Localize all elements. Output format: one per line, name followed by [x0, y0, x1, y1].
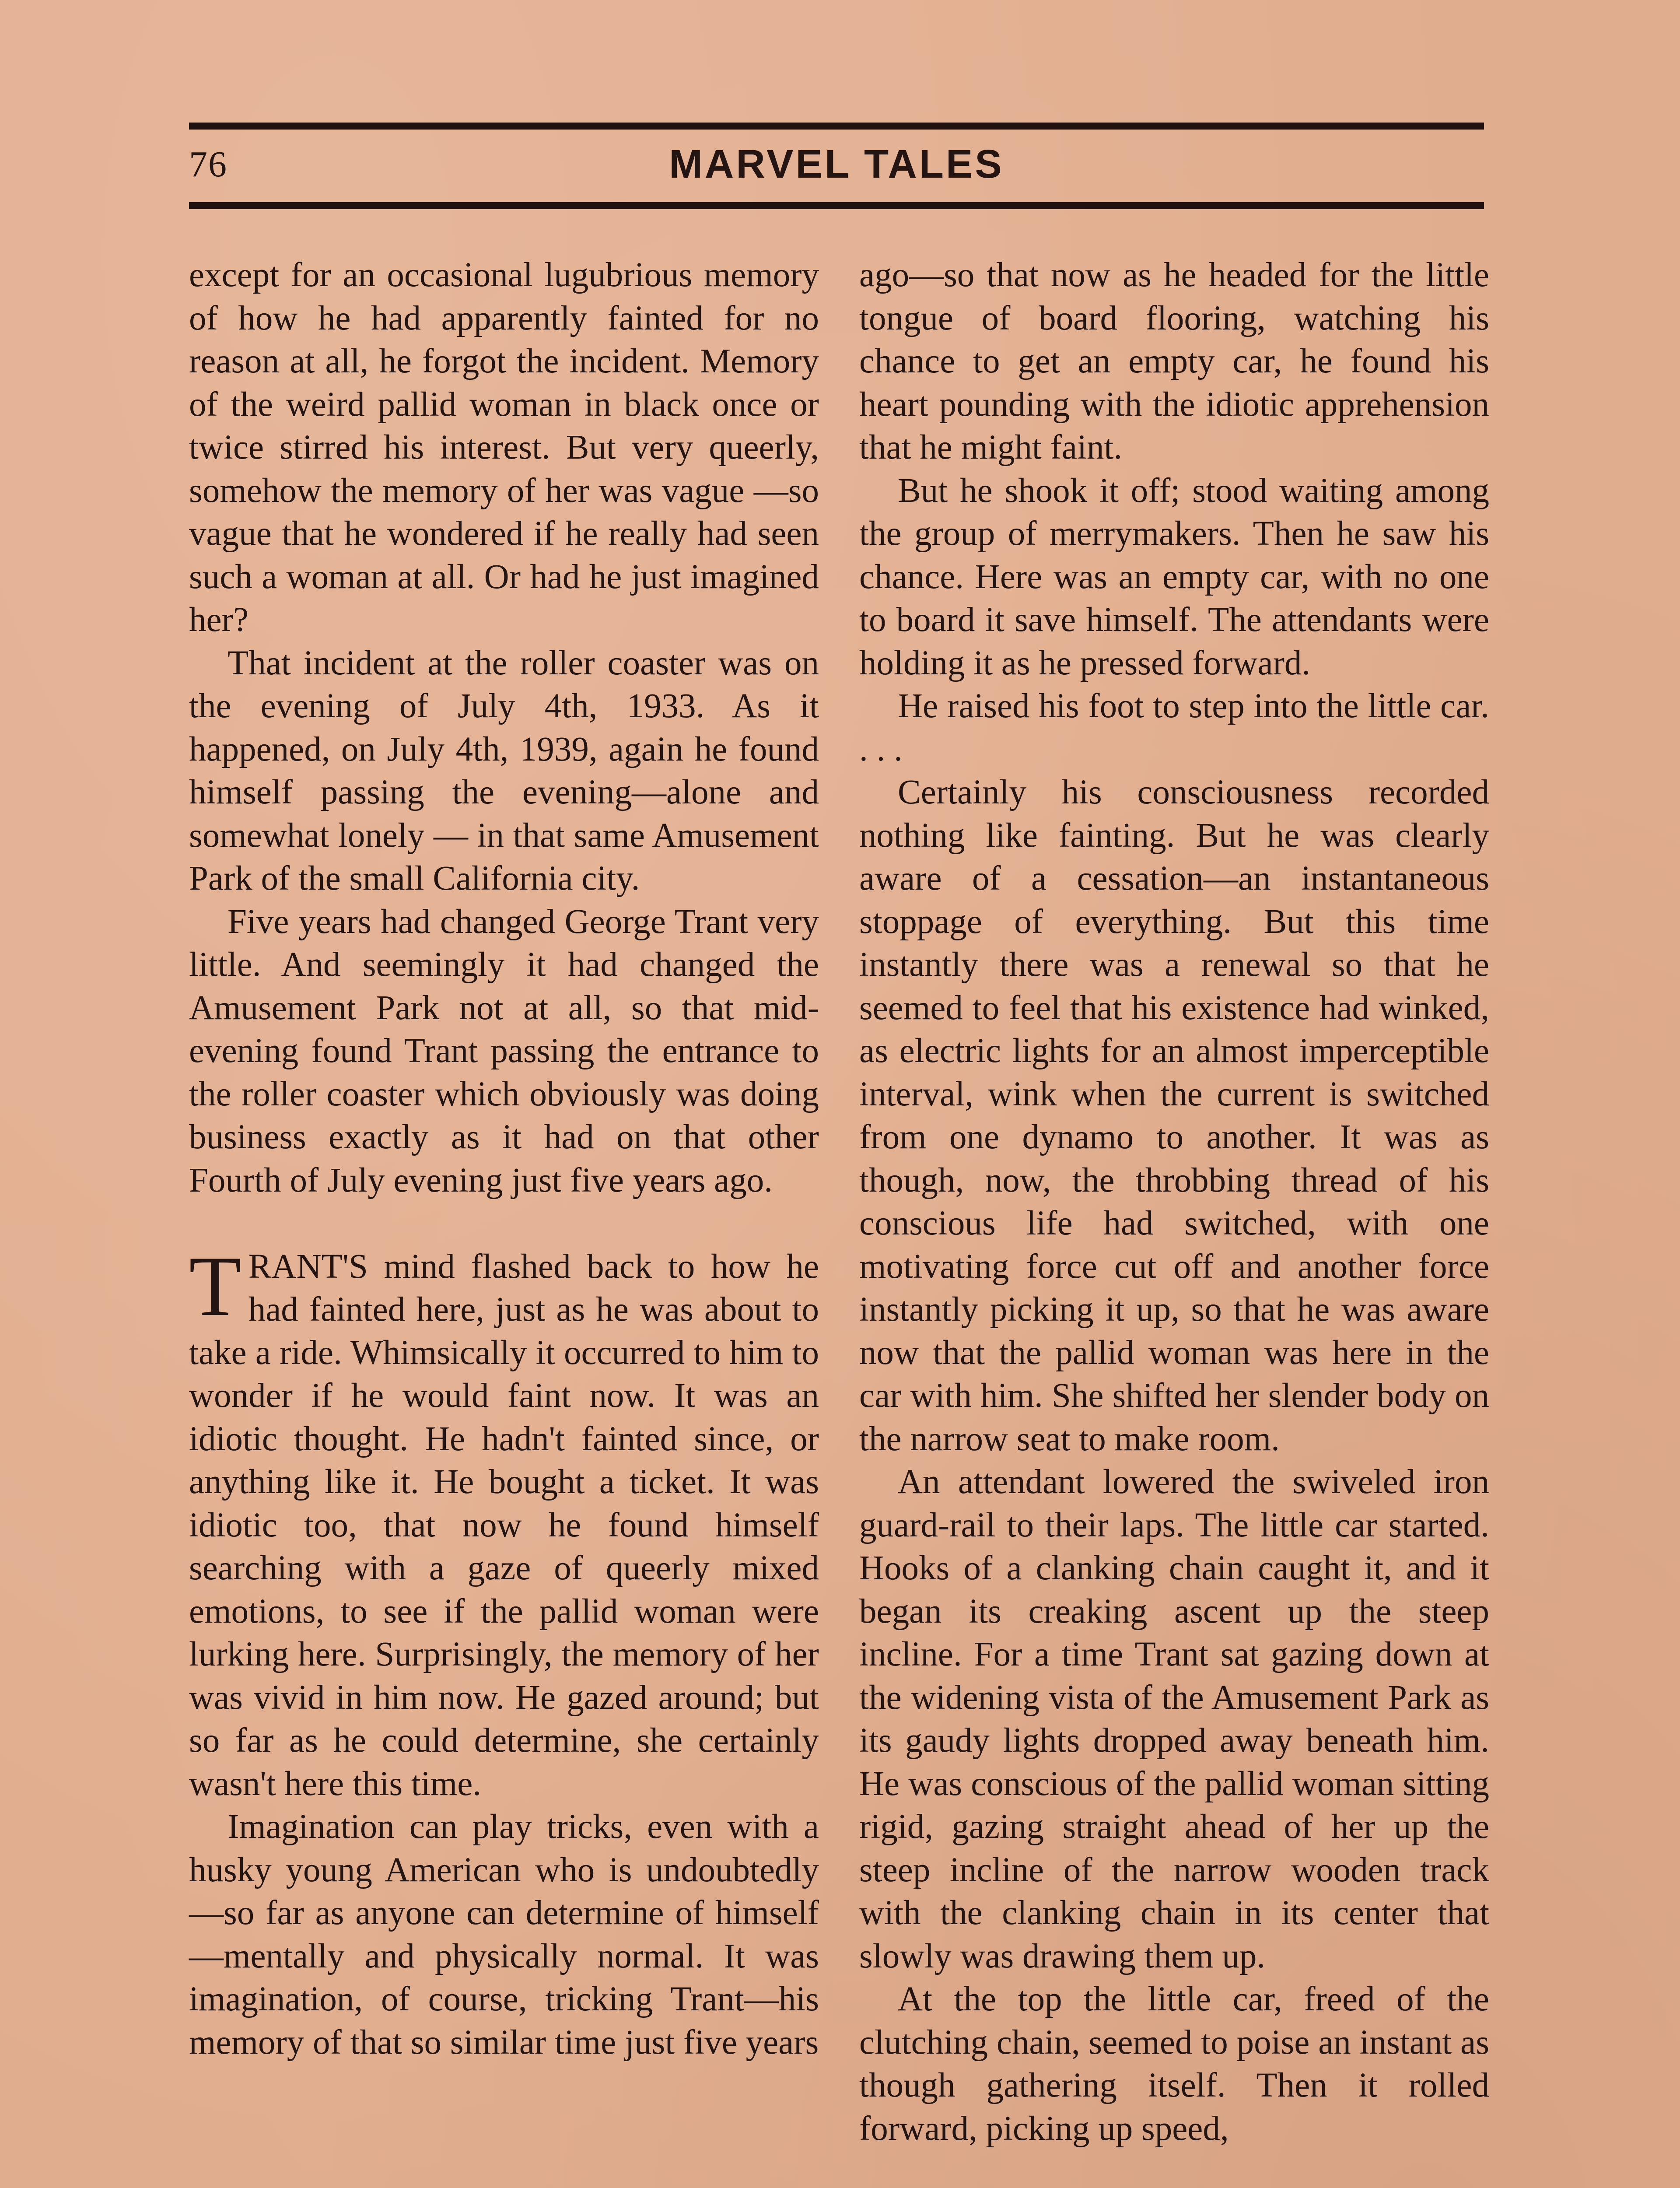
- paragraph: Certainly his consciousness recorded nothing like fainting. But he was clearly aware of a cessation—an instantaneous stoppage of everything. But this time instantly there was a renewal so that he seemed to feel that his existence had winked, as electric lights for an almost imperceptible interval, wink when the current is switched from one dynamo to another. It was as though, now, the throbbing thread of his conscious life had switched, with one motivating force cut off and another force instantly picking it up, so that he was aware now that the pallid woman was here in the car with him. She shifted her slender body on the narrow seat to make room.: [859, 773, 1489, 1458]
- running-head-title: MARVEL TALES: [669, 142, 1004, 186]
- paragraph-with-drop-cap: [189, 1238, 819, 1806]
- paragraph: But he shook it off; stood waiting among the group of merrymakers. Then he saw his chance. Here was an empty car, with no one to board it save himself. The attendants were holding it as he pressed forward.: [859, 471, 1489, 682]
- paragraph-text: RANT'S mind flashed back to how he had fainted here, just as he was about to take a ride. Whimsically it occurred to him to wonder if he would faint now. It was an idiotic thought. He hadn't fainted since, or anything like it. He bought a ticket. It was idiotic too, that now he found himself searching with a gaze of queerly mixed emotions, to see if the pallid woman were lurking here. Surprisingly, the memory of her was vivid in him now. He gazed around; but so far as he could determine, she certainly wasn't here this time.: [189, 1247, 819, 1803]
- paragraph: except for an occasional lugubrious memory of how he had apparently fainted for no reason at all, he forgot the incident. Memory of the weird pallid woman in black once or twice stirred his interest. But very queerly, somehow the memory of her was vague —so vague that he wondered if he really had seen such a woman at all. Or had he just imagined her?: [189, 256, 819, 639]
- paragraph: An attendant lowered the swiveled iron guard-rail to their laps. The little car started. Hooks of a clanking chain caught it, and it began its creaking ascent up the steep incline. For a time Trant sat gazing down at the widening vista of the Amusement Park as its gaudy lights dropped away beneath him. He was conscious of the pallid woman sitting rigid, gazing straight ahead of her up the steep incline of the narrow wooden track with the clanking chain in its center that slowly was drawing them up.: [859, 1463, 1489, 1975]
- header-top-rule: [189, 123, 1484, 130]
- page-number: 76: [189, 144, 228, 185]
- paragraph: Imagination can play tricks, even with a husky young American who is undoubtedly—so far as anyone can determine of himself—mentally and physically normal. It was imagination, of course, tricking Trant—his memory of that so similar time just five years: [189, 1808, 819, 2062]
- paragraph: At the top the little car, freed of the clutching chain, seemed to poise an instant as though gathering itself. Then it rolled forward, picking up speed,: [859, 1980, 1489, 2148]
- paragraph: That incident at the roller coaster was on the evening of July 4th, 1933. As it happened, on July 4th, 1939, again he found himself passing the evening—alone and somewhat lonely — in that same Amusement Park of the small California city.: [189, 644, 819, 898]
- left-text-column: [189, 254, 819, 2064]
- drop-cap: T: [189, 1238, 242, 1334]
- right-text-column: [859, 254, 1489, 2150]
- paragraph: Five years had changed George Trant very little. And seemingly it had changed the Amusement Park not at all, so that mid-evening found Trant passing the entrance to the roller coaster which obviously was doing business exactly as it had on that other Fourth of July evening just five years ago.: [189, 902, 819, 1199]
- paragraph: ago—so that now as he headed for the little tongue of board flooring, watching his chance to get an empty car, he found his heart pounding with the idiotic apprehension that he might faint.: [859, 256, 1489, 466]
- header-bottom-rule: [189, 202, 1484, 209]
- paragraph: He raised his foot to step into the little car. . . .: [859, 687, 1489, 768]
